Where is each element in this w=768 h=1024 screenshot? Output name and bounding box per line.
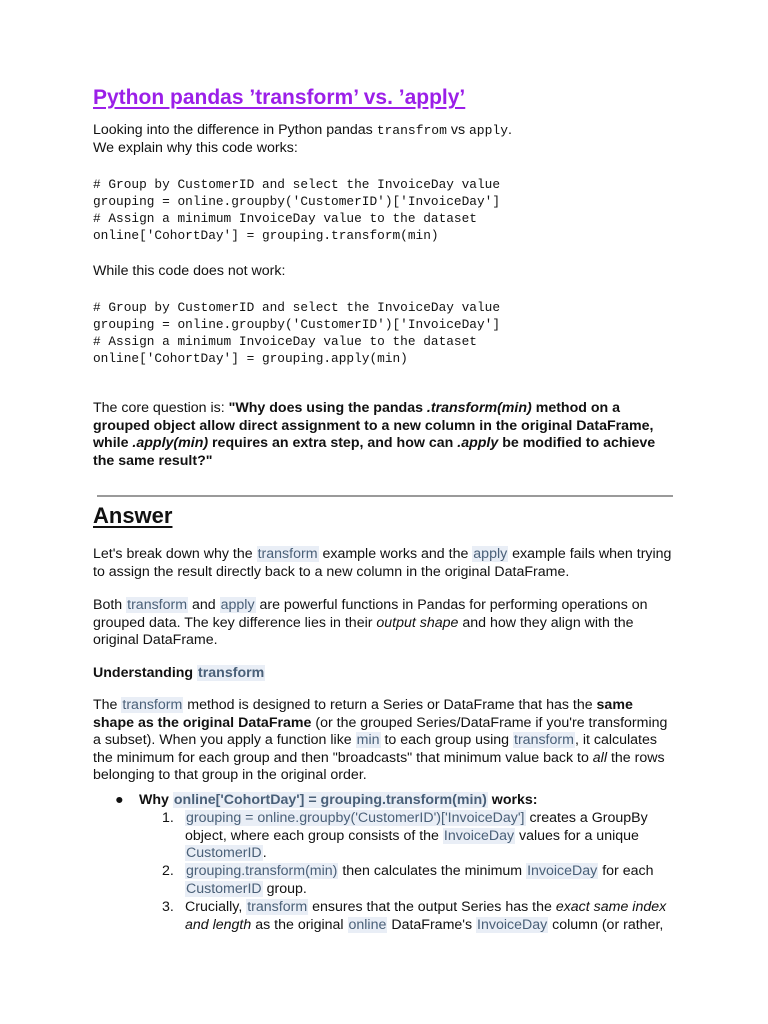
step-number: 2.	[162, 863, 174, 879]
intro-paragraph: Looking into the difference in Python pandas transfrom vs apply. We explain why this code works:	[93, 122, 512, 156]
inline-code-invoiceday: InvoiceDay	[443, 827, 515, 844]
step-number: 3.	[162, 899, 174, 915]
step-number: 1.	[162, 810, 174, 826]
inline-code-grouping: grouping = online.groupby('CustomerID')['InvoiceDay']	[186, 810, 525, 826]
bullet-why-transform-works: Why online['CohortDay'] = grouping.transform(min) works:	[139, 792, 538, 808]
page-title[interactable]: Python pandas ’transform’ vs. ’apply’	[93, 86, 466, 109]
step-item: Crucially, transform ensures that the output Series has the exact same index and length as the original online DataFrame's InvoiceDay column (or rather,	[185, 899, 667, 933]
inline-code-invoiceday: InvoiceDay	[477, 916, 548, 933]
inline-code-transform: transform	[514, 732, 574, 749]
core-question: The core question is: "Why does using the pandas .transform(min) method on a grouped object allow direct assignment to a new column in the original DataFrame, while .apply(min) requires an extra step, and how can .apply be modified to achieve the same result?"	[93, 400, 656, 469]
answer-heading: Answer	[93, 503, 173, 528]
inline-code-online: online	[348, 916, 387, 933]
inline-code-customerid: CustomerID	[186, 880, 262, 897]
inline-code-transform: transform	[247, 899, 308, 915]
inline-code-transform: transform	[198, 665, 265, 681]
code-line: # Assign a minimum InvoiceDay value to the dataset	[93, 211, 477, 226]
inline-code-customerid: CustomerID	[186, 845, 262, 862]
code-line: # Group by CustomerID and select the InvoiceDay value	[93, 177, 501, 192]
code-line: online['CohortDay'] = grouping.apply(min)	[93, 351, 408, 366]
transform-paragraph: The transform method is designed to return a Series or DataFrame that has the same shape as the original DataFrame (or the grouped Series/DataFrame if you're transforming a subset). When you apply a function like min to each group using transform, it calculates the minimum for each group and then "broadcasts" that minimum value back to all the rows belonging to that group in the original order.	[93, 697, 668, 784]
code-line: online['CohortDay'] = grouping.transform(min)	[93, 228, 439, 243]
inline-code-apply: apply	[469, 123, 509, 138]
bullet-marker: ●	[115, 792, 124, 808]
code-line: # Group by CustomerID and select the InvoiceDay value	[93, 300, 501, 315]
code-line: grouping = online.groupby('CustomerID')['InvoiceDay']	[93, 317, 501, 332]
horizontal-rule	[97, 495, 673, 497]
answer-paragraph-2: Both transform and apply are powerful functions in Pandas for performing operations on grouped data. The key difference lies in their output shape and how they align with the original DataFrame.	[93, 597, 648, 649]
answer-paragraph-1: Let's break down why the transform example works and the apply example fails when trying to assign the result directly back to a new column in the original DataFrame.	[93, 546, 672, 580]
step-item: grouping = online.groupby('CustomerID')['InvoiceDay'] creates a GroupBy object, where each group consists of the InvoiceDay values for a unique CustomerID.	[185, 810, 648, 862]
inline-code-transfrom: transfrom	[376, 123, 447, 138]
inline-code-apply: apply	[473, 546, 508, 562]
code-block-fails	[93, 299, 500, 367]
not-work-label: While this code does not work:	[93, 263, 286, 279]
inline-code-min: min	[356, 732, 380, 749]
inline-code-transform: transform	[257, 546, 318, 562]
inline-code-invoiceday: InvoiceDay	[527, 863, 598, 879]
step-item: grouping.transform(min) then calculates the minimum InvoiceDay for each CustomerID group.	[186, 863, 654, 897]
inline-code-transform: transform	[122, 697, 183, 713]
code-line: # Assign a minimum InvoiceDay value to the dataset	[93, 334, 477, 349]
inline-code-apply: apply	[220, 597, 255, 613]
inline-code-transform-assignment: online['CohortDay'] = grouping.transform(min)	[173, 792, 487, 808]
inline-code-transform: transform	[127, 597, 188, 613]
inline-code-transform-min: grouping.transform(min)	[186, 863, 338, 879]
code-line: grouping = online.groupby('CustomerID')['InvoiceDay']	[93, 194, 501, 209]
code-block-works	[93, 176, 500, 244]
understanding-transform-heading: Understanding transform	[93, 665, 265, 681]
